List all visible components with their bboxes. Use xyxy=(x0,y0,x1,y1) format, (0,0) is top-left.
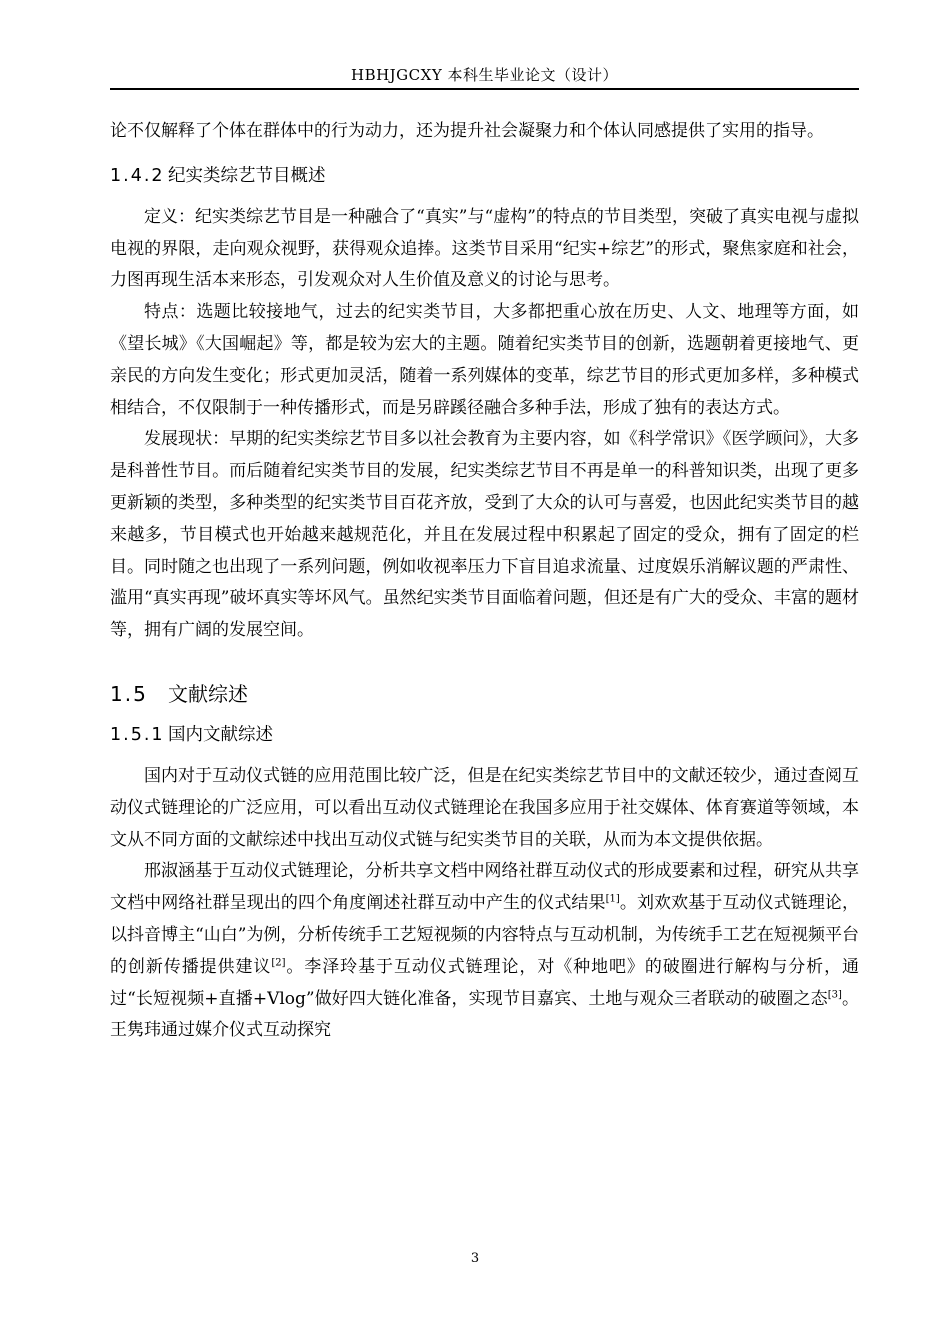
definition-paragraph: 定义：纪实类综艺节目是一种融合了“真实”与“虚构”的特点的节目类型，突破了真实电视与虚拟电视的界限，走向观众视野，获得观众追捧。这类节目采用“纪实+综艺”的形式，聚焦家庭和社会，力图再现生活本来形态，引发观众对人生价值及意义的讨论与思考。 xyxy=(110,206,859,291)
citation-2: [2] xyxy=(271,957,286,969)
section-heading-1-4-2 xyxy=(110,162,859,190)
section-title: 文献综述 xyxy=(168,681,248,706)
citation-3: [3] xyxy=(827,988,842,1000)
section-number: 1.5.1 xyxy=(110,724,165,745)
features-paragraph: 特点：选题比较接地气，过去的纪实类节目，大多都把重心放在历史、人文、地理等方面，如《望长城》《大国崛起》等，都是较为宏大的主题。随着纪实类节目的创新，选题朝着更接地气、更亲民的方向发生变化；形式更加灵活，随着一系列媒体的变革，综艺节目的形式更加多样，多种模式相结合，不仅限制于一种传播形式，而是另辟蹊径融合多种手法，形成了独有的表达方式。 xyxy=(110,302,859,418)
section-number: 1.5 xyxy=(110,681,148,706)
page-body xyxy=(110,116,859,1047)
review-text: 邢淑涵基于互动仪式链理论，分析共享文档中网络社群互动仪式的形成要素和过程，研究从共享文档中网络社群呈现出的四个角度阐述社群互动中产生的仪式结果 xyxy=(110,861,859,914)
page-number: 3 xyxy=(470,1251,480,1266)
review-text: 。刘欢欢基于互动仪式链理论，以抖音博主“山白”为例，分析传统手工艺短视频的内容特点与互动机制，为传统手工艺在短视频平台的创新传播提供建议 xyxy=(110,893,860,977)
citation-1: [1] xyxy=(605,893,620,905)
section-heading-1-5-1 xyxy=(110,721,859,749)
running-header: HBHJGCXY 本科生毕业论文（设计） xyxy=(350,66,618,84)
status-paragraph: 发展现状：早期的纪实类综艺节目多以社会教育为主要内容，如《科学常识》《医学顾问》，大多是科普性节目。而后随着纪实类节目的发展，纪实类综艺节目不再是单一的科普知识类，出现了更多更新颖的类型，多种类型的纪实类节目百花齐放，受到了大众的认可与喜爱，也因此纪实类节目的越来越多，节目模式也开始越来越规范化，并且在发展过程中积累起了固定的受众，拥有了固定的栏目。同时随之也出现了一系列问题，例如收视率压力下盲目追求流量、过度娱乐消解议题的严肃性、滥用“真实再现”破坏真实等坏风气。虽然纪实类节目面临着问题，但还是有广大的受众、丰富的题材等，拥有广阔的发展空间。 xyxy=(110,429,859,641)
review-text: 。王隽玮通过媒介仪式互动探究 xyxy=(110,988,860,1041)
header-rule xyxy=(110,88,859,90)
continued-paragraph: 论不仅解释了个体在群体中的行为动力，还为提升社会凝聚力和个体认同感提供了实用的指导。 xyxy=(110,121,824,141)
section-number: 1.4.2 xyxy=(110,165,165,186)
section-title: 纪实类综艺节目概述 xyxy=(168,165,326,186)
section-heading-1-5 xyxy=(110,679,859,709)
literature-review-paragraph xyxy=(110,856,859,1047)
review-text: 。李泽玲基于互动仪式链理论，对《种地吧》的破圈进行解构与分析，通过“长短视频+直播+Vlog”做好四大链化准备，实现节目嘉宾、土地与观众三者联动的破圈之态 xyxy=(110,956,860,1009)
section-title: 国内文献综述 xyxy=(168,724,273,745)
literature-overview-paragraph: 国内对于互动仪式链的应用范围比较广泛，但是在纪实类综艺节目中的文献还较少，通过查阅互动仪式链理论的广泛应用，可以看出互动仪式链理论在我国多应用于社交媒体、体育赛道等领域，本文从不同方面的文献综述中找出互动仪式链与纪实类节目的关联，从而为本文提供依据。 xyxy=(110,765,859,850)
